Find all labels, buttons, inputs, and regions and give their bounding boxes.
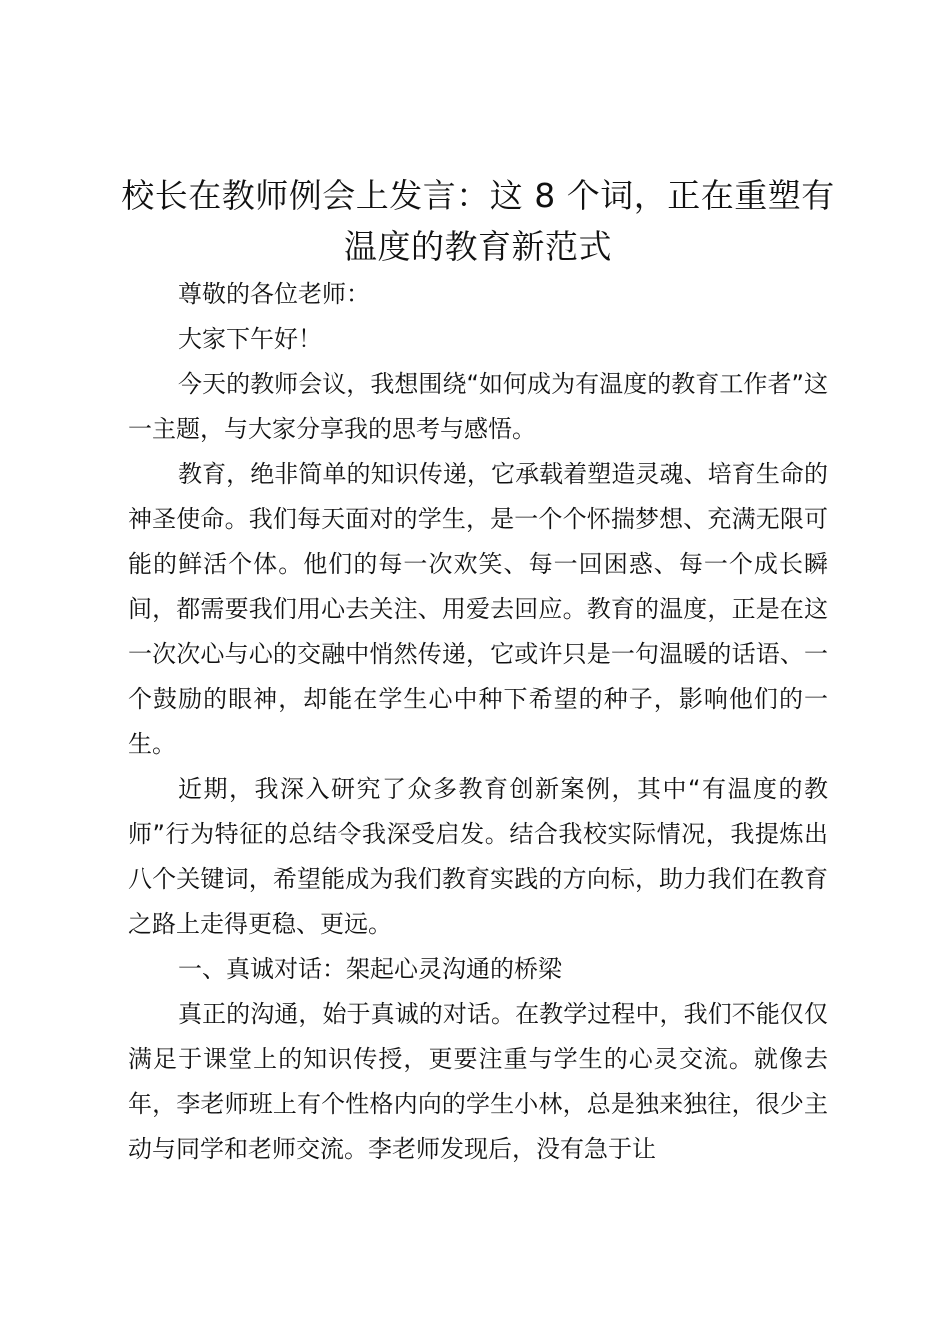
salutation: 尊敬的各位老师： (178, 280, 370, 308)
greeting: 大家下午好！ (178, 325, 322, 353)
document-title: 校长在教师例会上发言：这 8 个词，正在重塑有温度的教育新范式 (121, 176, 835, 266)
paragraph-section-1: 真正的沟通，始于真诚的对话。在教学过程中，我们不能仅仅满足于课堂上的知识传授，更要注重与学生的心灵交流。就像去年，李老师班上有个性格内向的学生小林，总是独来独往，很少主动与同学和老师交流。李老师发现后，没有急于让 (128, 1000, 828, 1163)
paragraph-intro: 今天的教师会议，我想围绕“如何成为有温度的教育工作者”这一主题，与大家分享我的思考与感悟。 (128, 370, 828, 443)
paragraph-education: 教育，绝非简单的知识传递，它承载着塑造灵魂、培育生命的神圣使命。我们每天面对的学生，是一个个怀揣梦想、充满无限可能的鲜活个体。他们的每一次欢笑、每一回困惑、每一个成长瞬间，都需要我们用心去关注、用爱去回应。教育的温度，正是在这一次次心与心的交融中悄然传递，它或许只是一句温暖的话语、一个鼓励的眼神，却能在学生心中种下希望的种子，影响他们的一生。 (128, 460, 828, 758)
paragraph-keywords: 近期，我深入研究了众多教育创新案例，其中“有温度的教师”行为特征的总结令我深受启发。结合我校实际情况，我提炼出八个关键词，希望能成为我们教育实践的方向标，助力我们在教育之路上走得更稳、更远。 (128, 775, 828, 938)
document-page (121, 170, 835, 1172)
section-heading-1: 一、真诚对话：架起心灵沟通的桥梁 (178, 955, 562, 983)
